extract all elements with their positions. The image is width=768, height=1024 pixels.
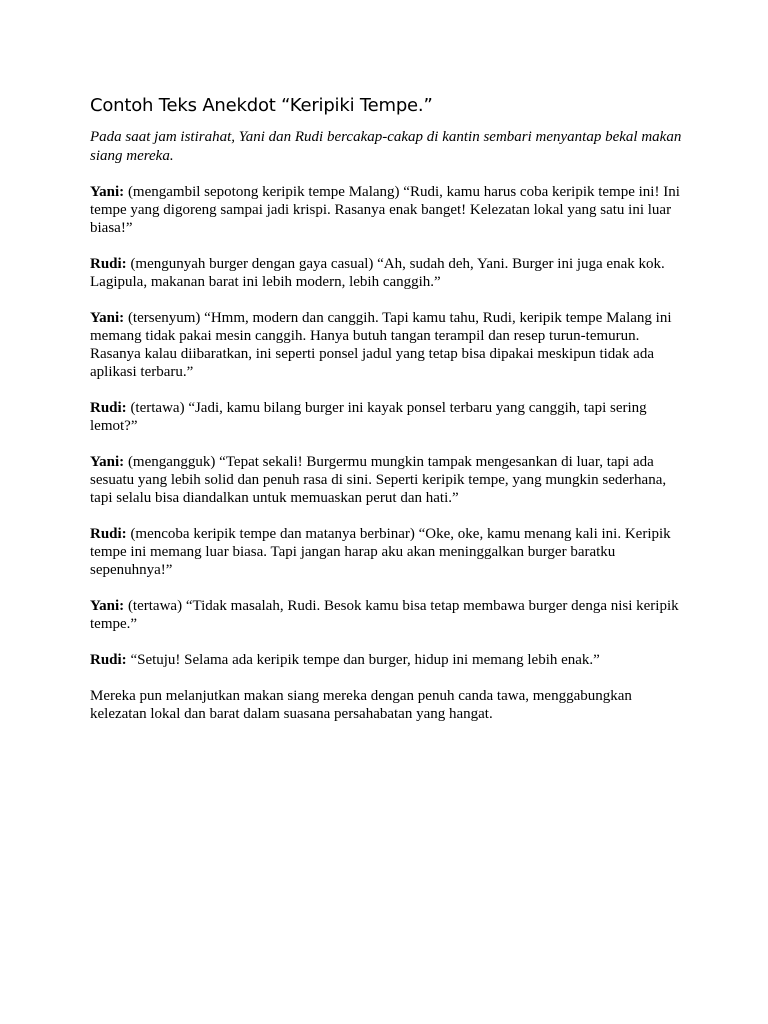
speaker-label: Yani: (90, 454, 125, 470)
dialogue-text: (mengambil sepotong keripik tempe Malang) “Rudi, kamu harus coba keripik tempe ini! Ini tempe yang digoreng sampai jadi krispi. Rasanya enak banget! Kelezatan lokal yang satu ini luar biasa!” (90, 184, 680, 236)
intro-paragraph: Pada saat jam istirahat, Yani dan Rudi bercakap-cakap di kantin sembari menyantap bekal makan siang mereka. (90, 129, 682, 164)
closing-paragraph: Mereka pun melanjutkan makan siang mereka dengan penuh canda tawa, menggabungkan kelezatan lokal dan barat dalam suasana persahabatan yang hangat. (90, 688, 632, 722)
dialogue-paragraph (90, 399, 690, 435)
dialogue-paragraph (90, 255, 690, 291)
dialogue-paragraph (90, 597, 690, 633)
dialogue-text: (mengunyah burger dengan gaya casual) “Ah, sudah deh, Yani. Burger ini juga enak kok. Lagipula, makanan barat ini lebih modern, lebih canggih.” (90, 256, 665, 290)
dialogue-text: (mengangguk) “Tepat sekali! Burgermu mungkin tampak mengesankan di luar, tapi ada sesuatu yang lebih solid dan penuh rasa di sini. Seperti keripik tempe, yang mungkin sederhana, tapi selalu bisa diandalkan untuk memuaskan perut dan hati.” (90, 454, 667, 506)
speaker-label: Yani: (90, 184, 125, 200)
speaker-label: Rudi: (90, 256, 127, 272)
document-title: Contoh Teks Anekdot “Keripiki Tempe.” (90, 95, 433, 116)
dialogue-text: (tersenyum) “Hmm, modern dan canggih. Tapi kamu tahu, Rudi, keripik tempe Malang ini memang tidak pakai mesin canggih. Hanya butuh tangan terampil dan resep turun-temurun. Rasanya kalau diibaratkan, ini seperti ponsel jadul yang tetap bisa dipakai meskipun tidak ada aplikasi terbaru.” (90, 310, 672, 380)
speaker-label: Yani: (90, 598, 125, 614)
speaker-label: Yani: (90, 310, 125, 326)
dialogue-paragraph (90, 525, 690, 579)
speaker-label: Rudi: (90, 652, 127, 668)
dialogue-paragraph (90, 651, 690, 669)
dialogue-text: (mencoba keripik tempe dan matanya berbinar) “Oke, oke, kamu menang kali ini. Keripik tempe ini memang luar biasa. Tapi jangan harap aku akan meninggalkan burger baratku sepenuhnya!” (90, 526, 671, 578)
dialogue-text: (tertawa) “Jadi, kamu bilang burger ini kayak ponsel terbaru yang canggih, tapi sering lemot?” (90, 400, 647, 434)
dialogue-paragraph (90, 453, 690, 507)
document-page (90, 94, 690, 741)
dialogue-paragraph (90, 183, 690, 237)
dialogue-text: “Setuju! Selama ada keripik tempe dan burger, hidup ini memang lebih enak.” (126, 652, 600, 668)
speaker-label: Rudi: (90, 526, 127, 542)
dialogue-paragraph (90, 309, 690, 381)
dialogue-text: (tertawa) “Tidak masalah, Rudi. Besok kamu bisa tetap membawa burger denga nisi keripik tempe.” (90, 598, 679, 632)
speaker-label: Rudi: (90, 400, 127, 416)
